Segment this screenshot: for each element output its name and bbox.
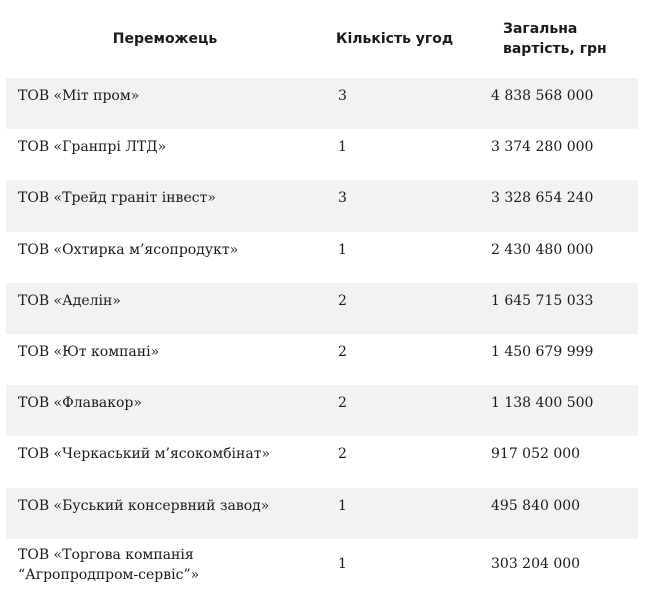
winner-name: ТОВ «Буський консервний завод»: [18, 497, 270, 514]
table-row: [6, 78, 638, 129]
table-row: [6, 232, 638, 283]
winner-name-line1: ТОВ «Торгова компанія: [18, 547, 194, 564]
header-total: [477, 0, 638, 78]
table-row: [6, 180, 638, 231]
table-header: [6, 0, 638, 78]
table-row: [6, 488, 638, 539]
total-value: 3 374 280 000: [491, 139, 594, 156]
winner-name: ТОВ «Черкаський м’ясокомбінат»: [18, 446, 271, 463]
deals-count: 1: [338, 556, 347, 573]
table-row: [6, 385, 638, 436]
table-row: [6, 334, 638, 385]
total-value: 1 138 400 500: [491, 395, 594, 412]
total-value: 1 645 715 033: [491, 292, 594, 309]
total-value: 4 838 568 000: [491, 88, 594, 104]
deals-count: 2: [338, 395, 347, 412]
winner-name: ТОВ «Ют компані»: [18, 343, 160, 360]
table-row: [6, 283, 638, 334]
total-value: 917 052 000: [491, 446, 581, 463]
winners-table: [6, 0, 638, 590]
table-row: [6, 539, 638, 590]
header-deals: Кількість угод: [336, 31, 454, 47]
total-value: 495 840 000: [491, 497, 581, 514]
winner-name: ТОВ «Міт пром»: [18, 88, 140, 104]
header-total-line1: Загальна: [503, 21, 578, 37]
header-winner: Переможець: [112, 31, 218, 47]
total-value: 1 450 679 999: [491, 343, 594, 360]
winner-name: ТОВ «Трейд граніт інвест»: [18, 190, 216, 207]
deals-count: 3: [338, 190, 347, 207]
winner-name: [6, 539, 324, 590]
winner-name: ТОВ «Аделін»: [18, 292, 121, 309]
winner-name: ТОВ «Гранпрі ЛТД»: [18, 139, 167, 156]
deals-count: 1: [338, 497, 347, 514]
table-row: [6, 436, 638, 487]
table-body: [6, 78, 638, 590]
deals-count: 2: [338, 343, 347, 360]
total-value: 2 430 480 000: [491, 241, 594, 258]
winner-name-line2: “Агропродпром-сервіс”»: [18, 567, 200, 584]
total-value: 3 328 654 240: [491, 190, 594, 207]
table-row: [6, 129, 638, 180]
winner-name: ТОВ «Охтирка м’ясопродукт»: [18, 241, 239, 258]
deals-count: 2: [338, 446, 347, 463]
deals-count: 1: [338, 241, 347, 258]
header-row: [6, 0, 638, 78]
winner-name: ТОВ «Флавакор»: [18, 395, 142, 412]
deals-count: 2: [338, 292, 347, 309]
deals-count: 3: [338, 88, 347, 104]
total-value: 303 204 000: [491, 556, 581, 573]
header-total-line2: вартість, грн: [503, 41, 607, 57]
deals-count: 1: [338, 139, 347, 156]
